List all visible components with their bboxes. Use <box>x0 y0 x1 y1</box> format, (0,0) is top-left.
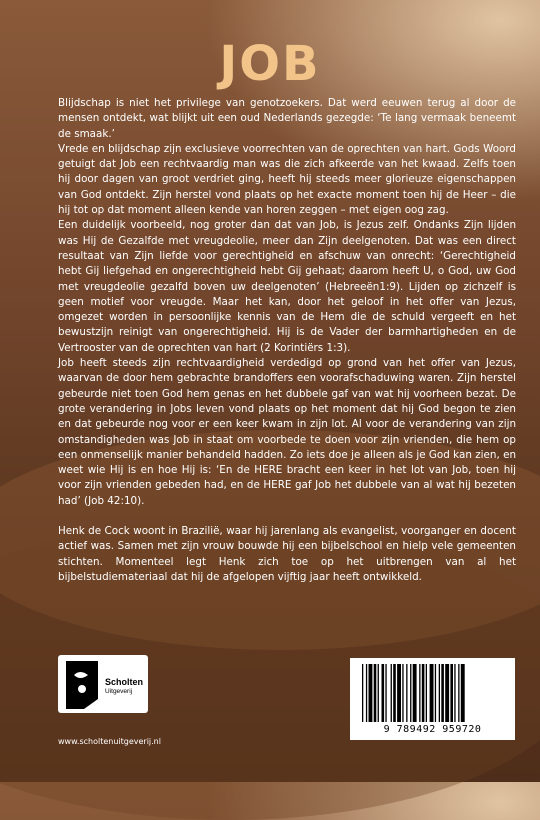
barcode-bar <box>426 664 427 722</box>
barcode-bar <box>393 664 396 722</box>
barcode-bar <box>450 664 453 722</box>
publisher-logo <box>58 655 148 713</box>
barcode-bar <box>382 664 385 722</box>
barcode-bar <box>362 664 363 722</box>
barcode-bar <box>397 664 401 722</box>
barcode-bar <box>454 664 455 722</box>
barcode-bar <box>441 664 444 722</box>
barcode-bar <box>430 664 434 722</box>
barcode-bar <box>445 664 449 722</box>
barcode-bar <box>366 664 367 722</box>
publisher-website: www.scholtenuitgeverij.nl <box>58 737 161 746</box>
author-bio: Henk de Cock woont in Brazilië, waar hij jarenlang als evangelist, voorganger en docent actief was. Samen met zijn vrouw bouwde hij een bijbelschool en hielp vele gemeenten stichten. Momenteel legt Henk zich toe op het uitbrengen van al het bijbelstudiemateriaal dat hij de afgelopen vijftig jaar heeft ontwikkeld. <box>58 525 516 583</box>
barcode-bar <box>422 664 425 722</box>
barcode-bar <box>378 664 379 722</box>
barcode-bar <box>391 664 392 722</box>
paragraph: Vrede en blijdschap zijn exclusieve voorrechten van de oprechten van hart. Gods Woord getuigt dat Job een rechtvaardig man was die zich afkeerde van het kwaad. Zelfs toen hij door dagen van groot verdriet ging, heeft hij steeds meer glorieuze eigenschappen van God ontdekt. Zijn herstel vond plaats op het exacte moment toen hij de Heer – die hij tot op dat moment alleen kende van horen zeggen – met eigen oog zag. <box>58 142 516 217</box>
paragraph: Een duidelijk voorbeeld, nog groter dan dat van Job, is Jezus zelf. Ondanks Zijn lijden was Hij de Gezalfde met vreugdeolie, meer dan Zijn deelgenoten. Dat was een direct resultaat van Zijn liefde voor gerechtigheid en afschuw van onrecht: ‘Gerechtigheid hebt Gij liefgehad en ongerechtigheid hebt Gij gehaat; daarom heeft U, o God, uw God met vreugdeolie gezalfd boven uw deelgenoten’ (Hebreeën1:9). Lijden op zichzelf is geen motief voor vreugde. Maar het kan, door het geloof in het offer van Jezus, omgezet worden in persoonlijke kennis van de Hem die de schuld vergeeft en het bewustzijn reinigt van ongerechtigheid. Hij is de Vader der barmhartigheden en de Vertrooster van de oprechten van hart (2 Korintiërs 1:3). <box>58 219 516 354</box>
barcode-bar <box>439 664 440 722</box>
book-title: JOB <box>219 36 321 92</box>
barcode <box>350 658 515 740</box>
barcode-bar <box>413 664 417 722</box>
isbn-number: 9 789492 959720 <box>383 724 482 735</box>
publisher-sub: Uitgeverij <box>105 688 133 695</box>
paragraph: Job heeft steeds zijn rechtvaardigheid verdedigd op grond van het offer van Jezus, waarvan de door hem gebrachte brandoffers een voorafschaduwing waren. Zijn herstel gebeurde niet toen God hem genas en het dubbele gaf van wat hij voorheen bezat. De grote verandering in Jobs leven vond plaats op het moment dat hij God begon te zien en dat gebeurde nog voor er een keer kwam in zijn lot. Al voor de verandering van zijn omstandigheden was Job in staat om voorbede te doen voor zijn vrienden, die hem op een onmenselijk manier behandeld hadden. Zo iets doe je alleen als je God kan zien, en weet wie Hij is en hoe Hij is: ‘En de HERE bracht een keer in het lot van Job, toen hij voor zijn vrienden gebeden had, en de HERE gaf Job het dubbele van al wat hij bezeten had’ (Job 42:10). <box>58 357 516 507</box>
barcode-bar <box>385 664 386 722</box>
barcode-bar <box>402 664 403 722</box>
back-cover-text <box>58 96 516 585</box>
barcode-bar <box>369 664 373 722</box>
barcode-bar <box>406 664 407 722</box>
paragraph: Blijdschap is niet het privilege van genotzoekers. Dat werd eeuwen terug al door de mensen ontdekt, wat blijkt uit een oud Nederlands gezegde: ‘Te lang vermaak beneemt de smaak.’ <box>58 97 516 140</box>
publisher-name: Scholten <box>105 677 144 687</box>
barcode-bar <box>458 664 459 722</box>
barcode-bar <box>461 664 465 722</box>
barcode-bar <box>435 664 436 722</box>
barcode-bars <box>360 664 505 724</box>
barcode-bar <box>374 664 377 722</box>
barcode-bar <box>419 664 420 722</box>
barcode-bar <box>410 664 411 722</box>
